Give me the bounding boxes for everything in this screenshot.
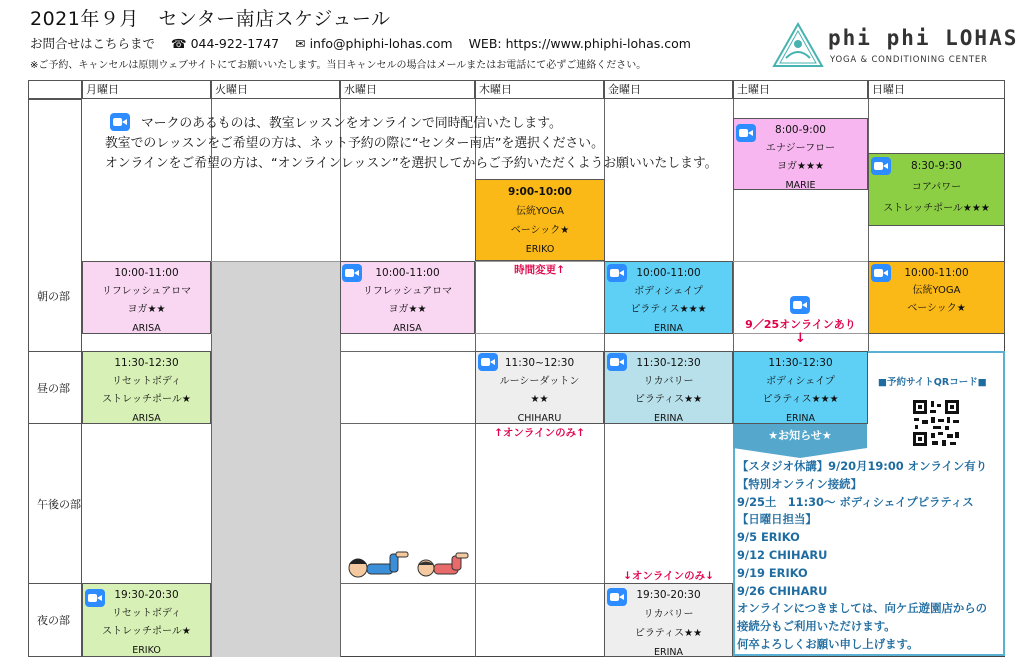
info-line: 9/5 ERIKO	[737, 530, 800, 545]
lesson-time: 9:00-10:00	[508, 186, 572, 198]
logo-name: phi phi LOHAS	[828, 26, 1019, 50]
lesson-teacher: ERIKO	[525, 244, 555, 255]
notice-heading: ★お知らせ★	[733, 424, 867, 448]
time-change-note: 時間変更↑	[514, 264, 565, 276]
lesson-teacher: ERINA	[785, 412, 815, 424]
lesson-name: ピラティス★★	[634, 394, 703, 405]
period-evening: 夜の部	[28, 583, 82, 657]
lesson-thu-0900[interactable]	[475, 179, 605, 261]
zoom-online-icon	[607, 264, 627, 282]
lesson-name: ストレッチポール★	[102, 394, 191, 405]
tuesday-closed-block	[212, 262, 340, 657]
period-afternoon: 午後の部	[28, 423, 82, 584]
lesson-teacher: ARISA	[393, 322, 422, 334]
lesson-name: リフレッシュアロマ	[101, 285, 192, 297]
lesson-teacher: ARISA	[132, 412, 161, 424]
qr-label: ■予約サイトQRコード■	[878, 377, 987, 388]
info-line: 9/25土 11:30～ ボディシェイプピラティス	[737, 494, 974, 509]
lesson-time: 11:30~12:30	[504, 357, 575, 369]
lesson-name: リフレッシュアロマ	[362, 285, 453, 297]
period-noon: 昼の部	[28, 351, 82, 424]
lesson-name: リセットボディ	[111, 375, 182, 387]
zoom-online-icon	[736, 124, 756, 142]
lesson-mon-1130[interactable]	[82, 351, 211, 424]
lesson-time: 19:30-20:30	[636, 589, 701, 601]
day-header-sun: 日曜日	[868, 80, 1005, 99]
lesson-time: 11:30-12:30	[114, 357, 179, 369]
contact-line	[30, 34, 691, 52]
lesson-time: 11:30-12:30	[636, 357, 701, 369]
lesson-name: リカバリー	[643, 609, 694, 620]
zoom-online-icon	[342, 264, 362, 282]
period-morning	[28, 99, 82, 352]
lesson-name: ヨガ★★★	[777, 161, 824, 172]
zoom-online-icon	[607, 353, 627, 371]
zoom-online-icon	[607, 588, 627, 606]
lesson-mon-1000[interactable]	[82, 261, 211, 334]
logo-subtitle: YOGA & CONDITIONING CENTER	[830, 55, 988, 65]
lesson-teacher: ARISA	[132, 322, 161, 334]
lesson-time: 10:00-11:00	[114, 267, 179, 279]
lesson-name: コアパワー	[911, 182, 962, 193]
day-header-thu: 木曜日	[475, 80, 604, 99]
info-line: 何卒よろしくお願い申し上げます。	[737, 636, 919, 651]
lesson-time: 19:30-20:30	[114, 589, 179, 601]
lesson-name: 伝統YOGA	[912, 285, 961, 296]
lesson-name: ★★	[530, 394, 549, 405]
sat-online-note: 9／25オンラインあり	[745, 318, 856, 331]
info-line: 【日曜日担当】	[737, 512, 817, 527]
down-arrow-note: ↓	[795, 331, 806, 346]
day-header-sat: 土曜日	[733, 80, 868, 99]
reservation-notice: ※ご予約、キャンセルは原則ウェブサイトにてお願いいたします。当日キャンセルの場合はメールまたはお電話にて必ずご連絡ください。	[30, 60, 647, 71]
lesson-teacher: ERINA	[653, 647, 683, 657]
zoom-online-icon	[790, 296, 810, 314]
lesson-time: 11:30-12:30	[768, 357, 833, 369]
day-header-tue: 火曜日	[211, 80, 340, 99]
qr-code-icon[interactable]	[911, 398, 961, 448]
lesson-name: ルーシーダットン	[499, 375, 580, 387]
zoom-online-icon	[478, 353, 498, 371]
lesson-name: ピラティス★★	[634, 628, 703, 639]
lesson-name: ベーシック★	[510, 225, 570, 236]
lotus-logo-icon	[772, 22, 824, 70]
lesson-teacher: ERINA	[653, 322, 683, 334]
lesson-time: 10:00-11:00	[636, 267, 701, 279]
info-line: オンラインにつきましては、向ケ丘遊園店からの	[737, 601, 988, 616]
online-message-line: オンラインをご希望の方は、“オンラインレッスン”を選択してからご予約いただくようお願いいたします。	[105, 156, 718, 171]
day-header-fri: 金曜日	[604, 80, 733, 99]
thu-online-only-note: ↑オンラインのみ↑	[494, 427, 585, 439]
lesson-time: 8:30-9:30	[911, 160, 962, 172]
lesson-name: ピラティス★★★	[630, 304, 707, 315]
period-label: 朝の部	[37, 289, 70, 303]
lesson-name: ボディシェイプ	[766, 375, 835, 387]
info-line: 9/26 CHIHARU	[737, 583, 828, 598]
lesson-time: 10:00-11:00	[904, 267, 969, 279]
lesson-name: エナジーフロー	[765, 142, 836, 154]
info-text	[737, 458, 987, 654]
email-link[interactable]: info@phiphi-lohas.com	[309, 36, 453, 51]
day-header-mon: 月曜日	[82, 80, 211, 99]
info-line: 接続分もご利用いただけます。	[737, 619, 896, 634]
lesson-name: ピラティス★★★	[762, 394, 839, 405]
zoom-online-icon	[85, 589, 105, 607]
online-message-line: 教室でのレッスンをご希望の方は、ネット予約の際に“センター南店”を選択ください。	[105, 136, 604, 151]
lesson-name: ヨガ★★	[388, 304, 427, 315]
lesson-name: 伝統YOGA	[515, 206, 565, 217]
lesson-name: ストレッチポール★★★	[883, 203, 990, 214]
contact-prefix: お問合せはこちらまで	[30, 36, 156, 51]
lesson-name: ボディシェイプ	[634, 285, 703, 297]
lesson-name: ベーシック★	[907, 303, 966, 314]
corner-cell	[28, 80, 82, 99]
online-message-line: マークのあるものは、教室レッスンをオンラインで同時配信いたします。	[141, 116, 562, 131]
lesson-teacher: CHIHARU	[517, 412, 562, 424]
lesson-teacher: ERINA	[653, 412, 683, 424]
notice-heading-arrow	[733, 448, 867, 458]
info-line: 【特別オンライン接続】	[737, 476, 862, 491]
lesson-name: ストレッチポール★	[102, 626, 191, 637]
web-link[interactable]: WEB: https://www.phiphi-lohas.com	[468, 36, 691, 51]
lesson-teacher: ERIKO	[132, 644, 161, 656]
lesson-name: リカバリー	[643, 375, 694, 387]
info-line: 9/12 CHIHARU	[737, 547, 828, 562]
online-message	[105, 114, 717, 174]
lesson-teacher: MARIE	[785, 179, 816, 190]
lesson-time: 8:00-9:00	[775, 124, 826, 136]
lesson-name: ヨガ★★	[127, 304, 166, 315]
day-header-wed: 水曜日	[340, 80, 475, 99]
lesson-time: 10:00-11:00	[375, 267, 440, 279]
page-title: 2021年９月 センター南店スケジュール	[30, 8, 391, 30]
zoom-online-icon	[871, 264, 891, 282]
zoom-online-icon	[871, 157, 891, 175]
phone-icon: ☎	[171, 36, 187, 51]
fri-online-only-note: ↓オンラインのみ↓	[623, 570, 714, 582]
lesson-sat-1130[interactable]	[733, 351, 868, 424]
info-line: 9/19 ERIKO	[737, 565, 808, 580]
phone-number: 044-922-1747	[190, 36, 280, 51]
yoga-illustration-icon	[346, 550, 470, 582]
info-line: 【スタジオ休講】9/20月19:00 オンライン有り	[737, 459, 988, 473]
lesson-name: リセットボディ	[111, 607, 182, 619]
email-icon: ✉	[295, 36, 306, 51]
